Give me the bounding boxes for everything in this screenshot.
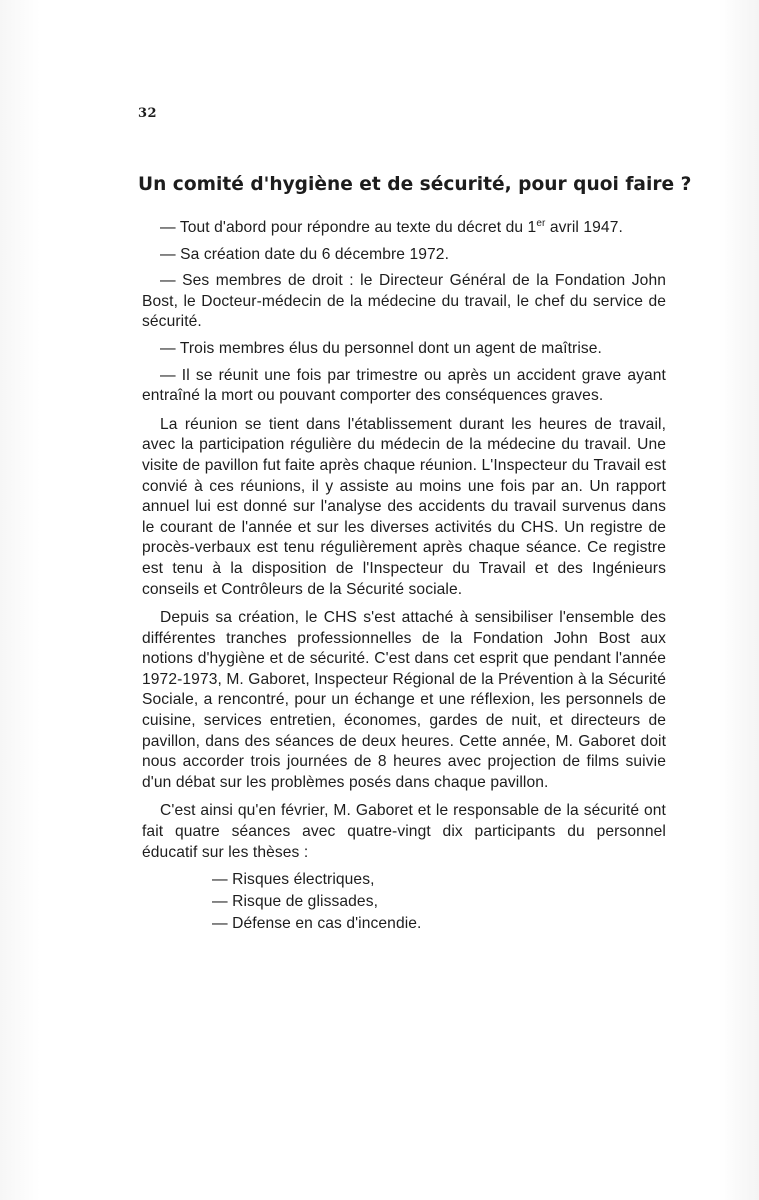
page-number: 32 [138,106,158,121]
section-title: Un comité d'hygiène et de sécurité, pour quoi faire ? [138,174,692,195]
paragraph-creation-date: — Sa création date du 6 décembre 1972. [160,245,450,263]
decree-date: avril 1947. [545,219,623,236]
paragraph-decree [142,218,666,239]
body-text [142,218,666,935]
list-item: — Défense en cas d'incendie. [212,914,422,932]
paragraph-sessions: C'est ainsi qu'en février, M. Gaboret et le responsable de la sécurité ont fait quatre séances avec quatre-vingt dix participants du personnel éducatif sur les thèses : [142,802,666,861]
list-item: — Risque de glissades, [212,893,379,911]
paragraph-meeting-details: La réunion se tient dans l'établissement durant les heures de travail, avec la participation régulière du médecin de la médecine du travail. Une visite de pavillon fut faite après chaque réunion. L'Inspecteur du Travail est convié à ces réunions, il y assiste au moins une fois par an. Un rapport annuel lui est donné sur l'analyse des accidents du travail survenus dans le courant de l'année et sur les diverses activités du CHS. Un registre de procès-verbaux est tenu régulièrement après chaque séance. Ce registre est tenu à la disposition de l'Inspecteur du Travail et des Ingénieurs conseils et Contrôleurs de la Sécurité sociale. [142,415,666,598]
paragraph-training: Depuis sa création, le CHS s'est attaché à sensibiliser l'ensemble des différentes tranches professionnelles de la Fondation John Bost aux notions d'hygiène et de sécurité. C'est dans cet esprit que pendant l'année 1972-1973, M. Gaboret, Inspecteur Régional de la Prévention à la Sécurité Sociale, a rencontré, pour un échange et une réflexion, les personnels de cuisine, services entretien, économes, gardes de nuit, et directeurs de pavillon, dans des séances de deux heures. Cette année, M. Gaboret doit nous accorder trois journées de 8 heures avec projection de films suivie d'un débat sur les problèmes posés dans chaque pavillon. [142,609,666,791]
decree-text: — Tout d'abord pour répondre au texte du décret du 1 [160,219,537,236]
ordinal-superscript: er [536,218,546,229]
paragraph-members: — Ses membres de droit : le Directeur Général de la Fondation John Bost, le Docteur-médecin de la médecine du travail, le chef du service de sécurité. [142,272,666,331]
topics-list [142,869,666,934]
paragraph-elected-members: — Trois membres élus du personnel dont un agent de maîtrise. [160,339,602,357]
paragraph-meeting-frequency: — Il se réunit une fois par trimestre ou après un accident grave ayant entraîné la mort ou pouvant comporter des conséquences graves. [142,366,666,405]
list-item: — Risques électriques, [212,871,375,889]
